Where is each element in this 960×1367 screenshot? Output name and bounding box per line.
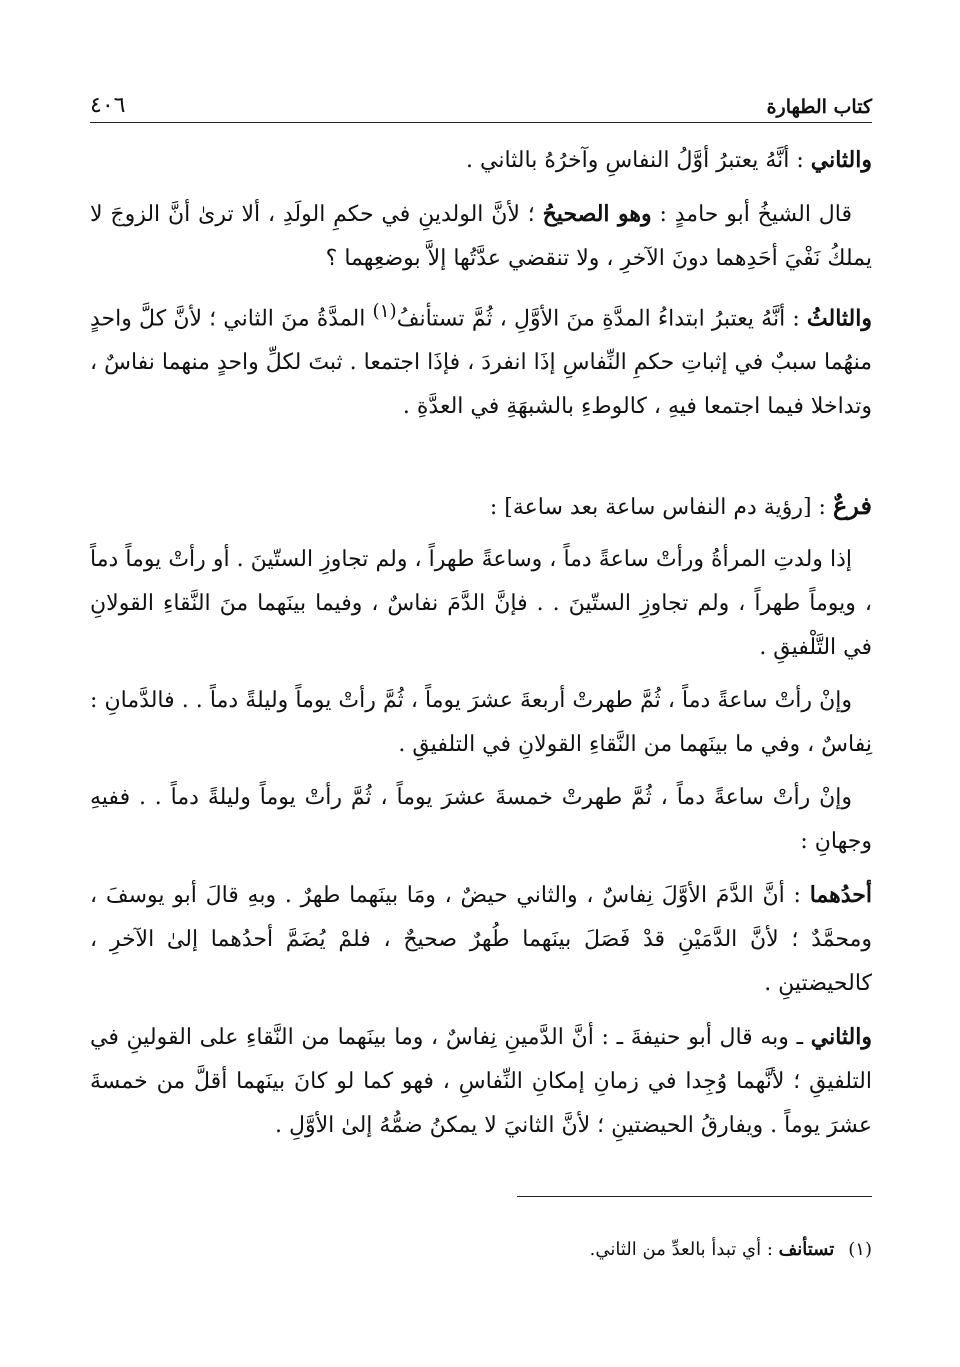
section-spacer — [90, 438, 872, 484]
running-header — [90, 84, 872, 123]
section-title: : [رؤية دم النفاس ساعة بعد ساعة] : — [489, 495, 833, 521]
paragraph-text: ؛ لأنَّ الولدينِ في حكمِ الولَدِ ، ألا ترىٰ أنَّ الزوجَ لا يملكُ نَفْيَ أحَدِهما دونَ الآخرِ ، ولا تنقضي عدَّتُها إلاَّ بوضعِهما ؟ — [90, 202, 872, 271]
paragraph-third-view — [90, 290, 872, 429]
paragraph-lead: والثاني — [810, 147, 872, 173]
chapter-title: كتاب الطهارة — [766, 96, 872, 118]
footnote-reference[interactable]: (١) — [372, 301, 397, 322]
paragraph-text: : أنَّهُ يعتبرُ أوَّلُ النفاسِ وآخرُهُ بالثاني . — [466, 148, 811, 173]
section-lead: فرعٌ — [832, 491, 872, 521]
book-page — [90, 0, 872, 1367]
paragraph-second-aspect — [90, 1015, 872, 1148]
paragraph-second-view — [90, 138, 872, 183]
paragraph-text: قال الشيخُ أبو حامدٍ : — [651, 202, 852, 227]
paragraph-section-3 — [90, 776, 872, 864]
paragraph-lead: والثاني — [810, 1024, 872, 1051]
footnote-text: : أي تبدأ بالعدِّ من الثاني. — [589, 1239, 779, 1260]
paragraph-section-1 — [90, 538, 872, 670]
footnote — [90, 1232, 872, 1268]
paragraph-lead: والثالثُ — [806, 305, 872, 332]
paragraph-lead: أحدُهما — [809, 882, 872, 909]
paragraph-abu-hamid — [90, 192, 872, 281]
footnote-divider — [517, 1196, 872, 1197]
page-number: ٤٠٦ — [90, 93, 126, 118]
paragraph-first-aspect — [90, 873, 872, 1006]
paragraph-text: إذا ولدتِ المرأةُ ورأتْ ساعةً دماً ، وساعةً طهراً ، ولم تجاوزِ الستّينَ . أو رأتْ يوماً دماً ، ويوماً طهراً ، ولم تجاوزِ الستّينَ . . فإنَّ الدَّمَ نفاسٌ ، وفيما بينَهما منَ النَّقاءِ القولانِ في التَّلْفيقِ . — [90, 547, 872, 661]
footnote-marker: (١) — [848, 1239, 872, 1260]
paragraph-text: ـ وبه قال أبو حنيفةَ ـ : أنَّ الدَّمينِ نِفاسٌ ، وما بينَهما من النَّقاءِ على القولينِ في التلفيقِ ؛ لأنَّهما وُجِدا في زمانِ إمكانِ النِّفاسِ ، فهو كما لو كانَ بينَهما أقلَّ من خمسةَ عشرَ يوماً . ويفارقُ الحيضتينِ ؛ لأنَّ الثانيَ لا يمكنُ ضمُّهُ إلىٰ الأوَّلِ . — [90, 1025, 872, 1139]
paragraph-text: وإنْ رأتْ ساعةً دماً ، ثُمَّ طهرتْ خمسةَ عشرَ يوماً ، ثُمَّ رأتْ يوماً وليلةً دماً . . ففيهِ وجهانِ : — [90, 785, 872, 855]
paragraph-text: المدَّةُ منَ الثاني ؛ لأنَّ كلَّ واحدٍ منهُما سببٌ في إثباتِ حكمِ النِّفاسِ إذَا انفردَ ، فإذَا اجتمعا . ثبتَ لكلِّ واحدٍ منهما نفاسٌ ، وتداخلا فيما اجتمعا فيهِ ، كالوطءِ بالشبهَةِ في العدَّةِ . — [90, 306, 872, 420]
paragraph-text: : أنَّهُ يعتبرُ ابتداءُ المدَّةِ منَ الأوَّلِ ، ثُمَّ تستأنفُ — [396, 306, 807, 332]
paragraph-emphasis: وهو الصحيحُ — [542, 201, 652, 227]
footnote-term: تستأنف — [778, 1239, 835, 1260]
paragraph-text: : أنَّ الدَّمَ الأوَّلَ نِفاسٌ ، والثاني حيضٌ ، ومَا بينَهما طهرٌ . وبهِ قالَ أبو يوسفَ ، ومحمَّدٌ ؛ لأنَّ الدَّمَيْنِ قدْ فَصَلَ بينَهما طُهرٌ صحيحٌ ، فلمْ يُضَمَّ أحدُهما إلىٰ الآخرِ ، كالحيضتينِ . — [90, 883, 872, 997]
paragraph-section-2 — [90, 679, 872, 767]
section-heading — [90, 484, 872, 530]
main-text — [90, 138, 872, 1157]
paragraph-text: وإنْ رأتْ ساعةً دماً ، ثُمَّ طهرتْ أربعةَ عشرَ يوماً ، ثُمَّ رأتْ يوماً وليلةً دماً . . فالدَّمانِ : نِفاسٌ ، وفي ما بينَهما من النَّقاءِ القولانِ في التلفيقِ . — [90, 688, 872, 758]
